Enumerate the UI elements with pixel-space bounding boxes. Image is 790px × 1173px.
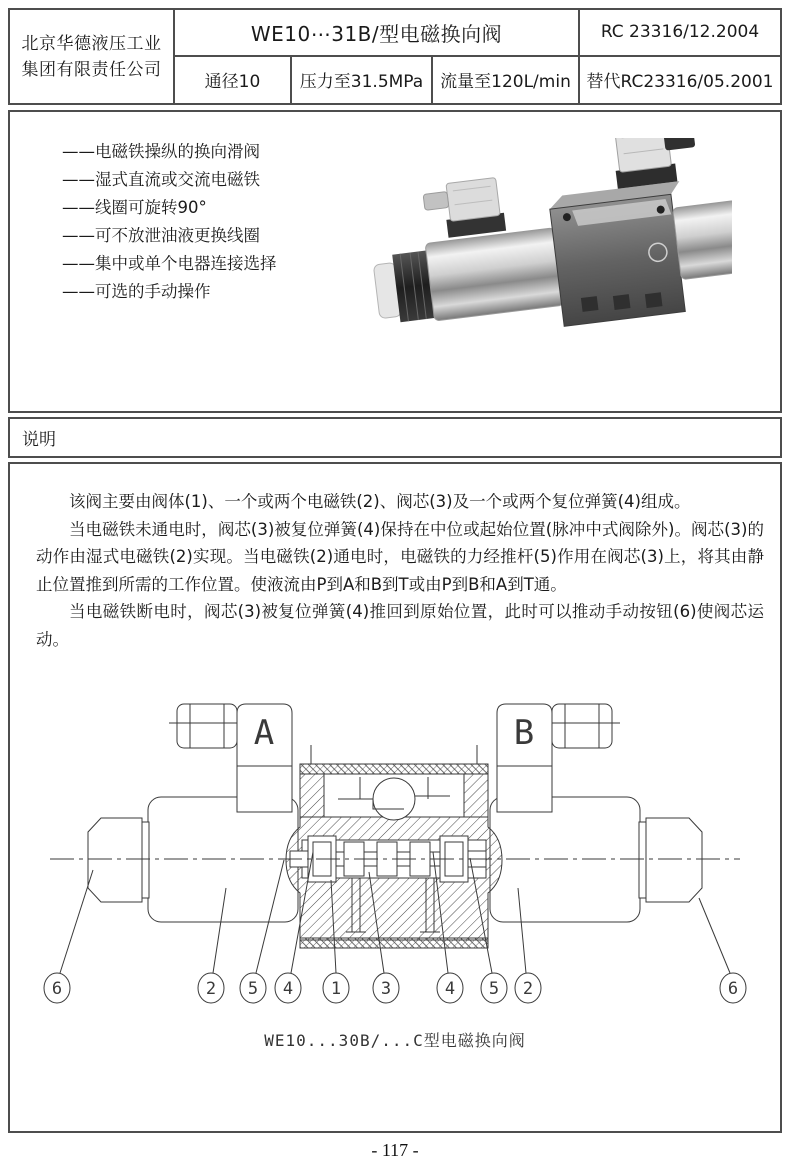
callout-1: 1 — [330, 979, 342, 999]
callout-4-left: 4 — [282, 979, 294, 999]
section-header — [8, 417, 782, 458]
callout-6-left: 6 — [51, 979, 63, 999]
max-flow: 流量至120L/min — [440, 72, 571, 93]
feature-item: ——线圈可旋转90° — [62, 198, 207, 217]
max-pressure: 压力至31.5MPa — [292, 57, 433, 104]
doc-number: RC 23316/12.2004 — [578, 10, 780, 57]
replaces-doc: 替代RC23316/05.2001 — [578, 57, 780, 104]
figure-caption: WE10...30B/...C型电磁换向阀 — [264, 1031, 526, 1050]
callout-5-left: 5 — [247, 979, 259, 999]
feature-item: ——可不放泄油液更换线圈 — [62, 226, 260, 245]
port-b-label: B — [513, 713, 535, 753]
section-label: 说明 — [22, 430, 56, 450]
callout-3: 3 — [380, 979, 392, 999]
header-table — [8, 8, 782, 105]
port-a-label: A — [253, 713, 275, 753]
page-number: - 117 - — [371, 1140, 419, 1160]
valve-section-drawing — [8, 655, 780, 1025]
company-name-line1: 北京华德液压工业 — [21, 33, 162, 54]
callout-2-right: 2 — [522, 979, 534, 999]
nominal-size: 通径10 — [175, 57, 292, 104]
callout-balloons — [44, 973, 746, 1003]
description-paragraph: 当电磁铁断电时，阀芯(3)被复位弹簧(4)推回到原始位置，此时可以推动手动按钮(6)使阀芯运动。 — [36, 602, 764, 649]
valve-product-photo — [360, 138, 732, 368]
callout-5-right: 5 — [488, 979, 500, 999]
valve-title: WE10⋯31B/型电磁换向阀 — [175, 10, 578, 57]
feature-item: ——湿式直流或交流电磁铁 — [62, 170, 260, 189]
callout-6-right: 6 — [727, 979, 739, 999]
description-text — [10, 464, 780, 653]
callout-2-left: 2 — [205, 979, 217, 999]
feature-item: ——集中或单个电器连接选择 — [62, 254, 277, 273]
description-paragraph: 该阀主要由阀体(1)、一个或两个电磁铁(2)、阀芯(3)及一个或两个复位弹簧(4)组成。 — [69, 492, 691, 511]
description-paragraph: 当电磁铁未通电时，阀芯(3)被复位弹簧(4)保持在中位或起始位置(脉冲中式阀除外)。阀芯(3)的动作由湿式电磁铁(2)实现。当电磁铁(2)通电时，电磁铁的力经推杆(5)作用在阀芯(3)上，将其由静止位置推到所需的工作位置。使液流由P到A和B到T或由P到B和A到T通。 — [36, 519, 764, 594]
callout-4-right: 4 — [444, 979, 456, 999]
features-box — [8, 110, 782, 413]
company-name — [10, 10, 175, 103]
feature-item: ——可选的手动操作 — [62, 282, 211, 301]
company-name-line2: 集团有限责任公司 — [21, 59, 162, 80]
feature-item: ——电磁铁操纵的换向滑阀 — [62, 142, 260, 161]
